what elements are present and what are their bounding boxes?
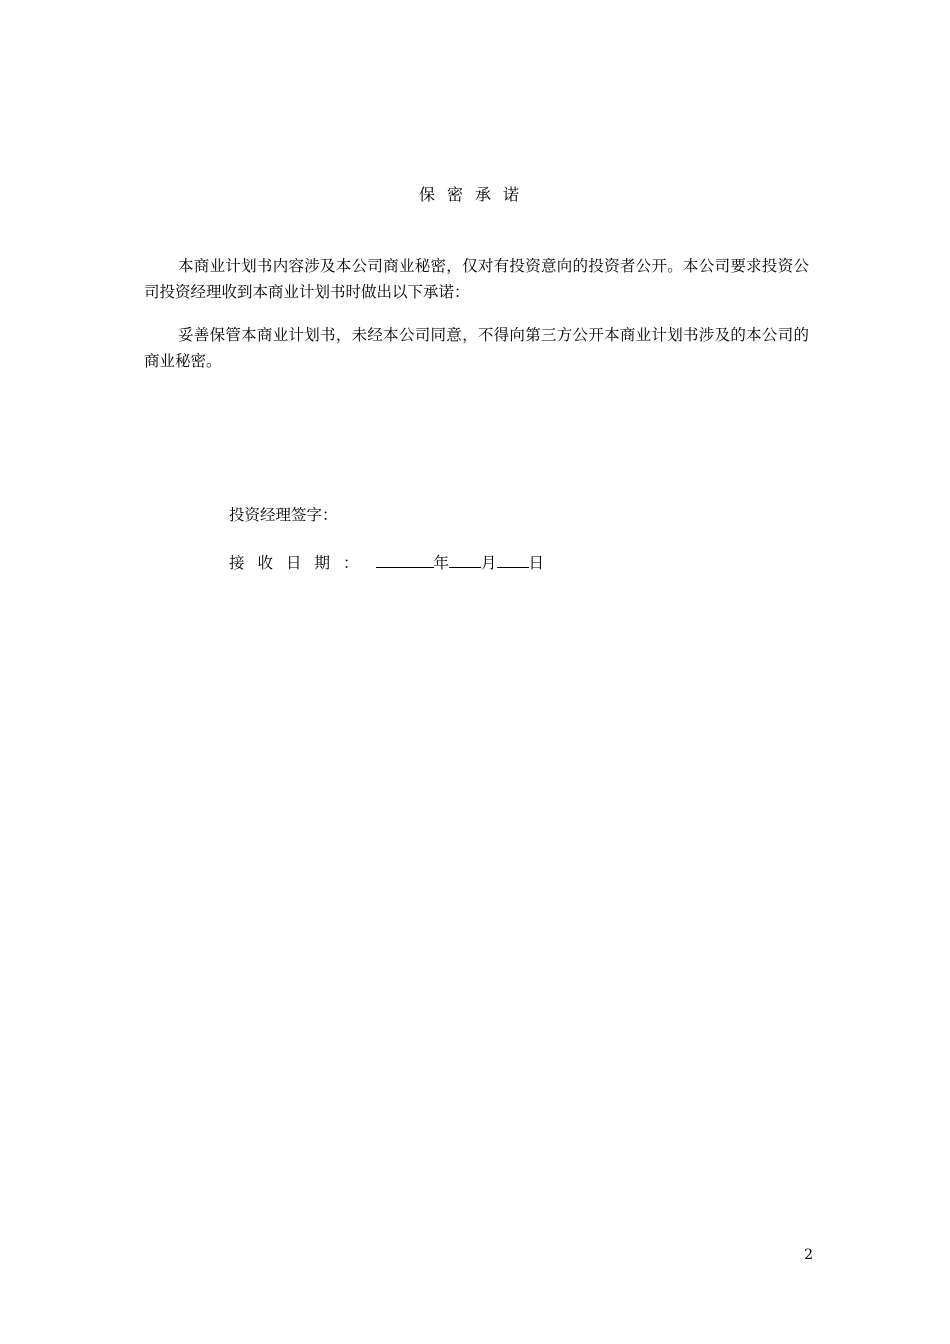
date-row [229,551,544,575]
day-blank [497,551,529,568]
date-label: 接收日期： [229,554,372,572]
day-label: 日 [528,554,545,572]
month-blank [449,551,481,568]
paragraph-commitment: 妥善保管本商业计划书，未经本公司同意，不得向第三方公开本商业计划书涉及的本公司的商业秘密。 [144,326,809,370]
page-title: 保密承诺 [418,185,531,204]
month-label: 月 [481,554,497,572]
signature-row [229,503,338,527]
year-label: 年 [433,554,450,572]
year-blank [376,551,434,568]
paragraph-confidentiality: 本商业计划书内容涉及本公司商业秘密，仅对有投资意向的投资者公开。本公司要求投资公司投资经理收到本商业计划书时做出以下承诺： [144,257,809,301]
page-number: 2 [804,1247,813,1263]
manager-signature-label: 投资经理签字： [229,506,338,524]
